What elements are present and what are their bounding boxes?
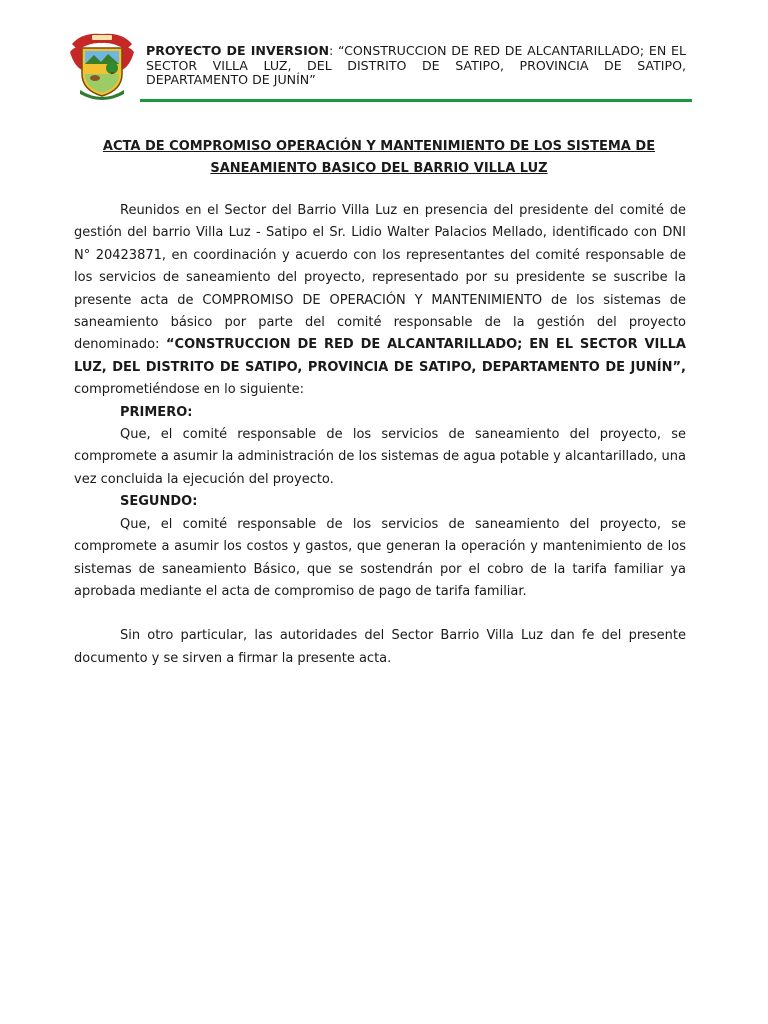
second-paragraph: Que, el comité responsable de los servicios de saneamiento del proyecto, se compromete a asumir los costos y gastos, que generan la operación y mantenimiento de los sistemas de saneamiento Básico, que se sostendrán por el cobro de la tarifa familiar ya aprobada mediante el acta de compromiso de pago de tarifa familiar.: [74, 516, 686, 599]
document-title: [72, 136, 686, 180]
paragraph-spacer: [74, 603, 686, 625]
intro-text-end: comprometiéndose en lo siguiente:: [74, 382, 305, 398]
municipal-logo: [68, 30, 136, 102]
title-line-1: ACTA DE COMPROMISO OPERACIÓN Y MANTENIMIENTO DE LOS SISTEMA DE: [102, 139, 656, 154]
intro-project-name: “CONSTRUCCION DE RED DE ALCANTARILLADO; EN EL SECTOR VILLA LUZ, DEL DISTRITO DE SATIPO, PROVINCIA DE SATIPO, DEPARTAMENTO DE JUNÍN”,: [74, 337, 686, 375]
first-heading: PRIMERO:: [120, 404, 193, 420]
project-header: [146, 44, 686, 88]
title-line-2: SANEAMIENTO BASICO DEL BARRIO VILLA LUZ: [210, 161, 548, 176]
logo-ribbon: [92, 35, 112, 40]
document-body: [74, 200, 686, 670]
header-divider: [140, 99, 692, 102]
intro-text: Reunidos en el Sector del Barrio Villa Luz en presencia del presidente del comité de gestión del barrio Villa Luz - Satipo el Sr. Lidio Walter Palacios Mellado, identificado con DNI N° 20423871, en coordinación y acuerdo con los representantes del comité responsable de los servicios de saneamiento del proyecto, representado por su presidente se suscribe la presente acta de COMPROMISO DE OPERACIÓN Y MANTENIMIENTO de los sistemas de saneamiento básico por parte del comité responsable de la gestión del proyecto denominado:: [74, 203, 686, 353]
closing-paragraph: Sin otro particular, las autoridades del Sector Barrio Villa Luz dan fe del presente documento y se sirven a firmar la presente acta.: [74, 628, 686, 666]
first-paragraph: Que, el comité responsable de los servicios de saneamiento del proyecto, se compromete a asumir la administración de los sistemas de agua potable y alcantarillado, una vez concluida la ejecución del proyecto.: [74, 427, 686, 487]
project-name: : “CONSTRUCCION DE RED DE ALCANTARILLADO; EN EL SECTOR VILLA LUZ, DEL DISTRITO DE SATIPO, PROVINCIA DE SATIPO, DEPARTAMENTO DE JUNÍN”: [146, 43, 686, 87]
project-label: PROYECTO DE INVERSION: [146, 43, 330, 58]
second-heading: SEGUNDO:: [120, 494, 198, 510]
intro-paragraph: [74, 200, 686, 402]
